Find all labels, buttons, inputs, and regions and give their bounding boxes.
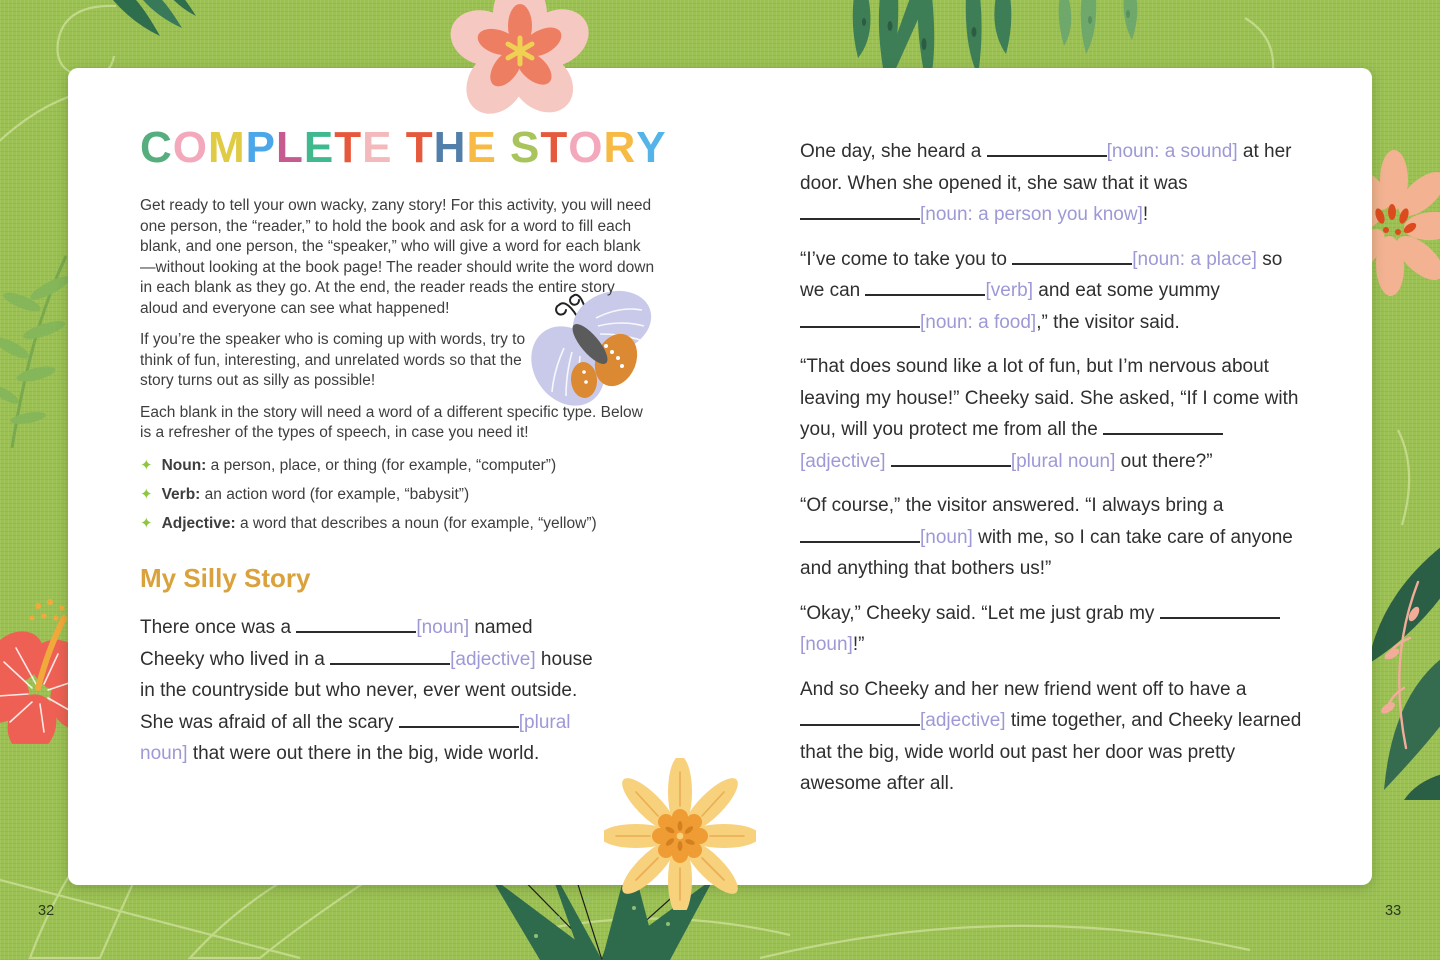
title-letter: E [303,123,335,172]
right-page-column [800,136,1308,813]
story-left [140,612,602,770]
word-type-hint: [verb] [985,280,1034,301]
title-letter: C [140,123,173,172]
fill-in-blank[interactable] [800,311,920,328]
sparkle-bullet-icon: ✦ [140,485,153,503]
left-page-column [140,123,667,783]
word-type-desc: a person, place, or thing (for example, “computer”) [206,456,557,474]
title-letter: O [568,123,604,172]
title-letter: L [276,123,304,172]
page-number-left: 32 [38,903,55,919]
word-type-term: Noun: [161,456,207,474]
word-type-desc: an action word (for example, “babysit”) [200,485,470,503]
word-type-hint: [adjective] [800,450,886,472]
title-letter: T [334,123,363,172]
fill-in-blank[interactable] [865,279,985,296]
word-type-hint: [noun: a place] [1132,248,1257,270]
title-letter: S [510,123,541,172]
word-type-item [140,456,656,476]
sparkle-bullet-icon: ✦ [140,514,153,532]
title-letter: Y [636,123,667,172]
word-type-term: Verb: [161,485,201,503]
word-type-hint: [plural noun] [1010,450,1116,472]
tropical-leaves-icon [100,0,200,46]
title-letter: H [433,123,467,172]
fill-in-blank[interactable] [800,203,920,220]
fill-in-blank[interactable] [891,450,1011,467]
page-title [140,123,667,172]
story-right [800,136,1308,800]
fern-leaf-icon [0,252,76,452]
fill-in-blank[interactable] [1012,248,1132,265]
story-heading: My Silly Story [140,562,311,593]
title-letter [393,124,406,172]
fill-in-blank[interactable] [1103,418,1223,435]
fill-in-blank[interactable] [800,526,920,543]
word-type-hint: [noun: a sound] [1106,141,1238,162]
title-letter: M [208,123,246,172]
word-type-term: Adjective: [161,514,236,532]
title-letter: T [405,123,434,172]
word-type-item [140,485,656,505]
title-letter: R [603,123,637,172]
story-paragraph: “That does sound like a lot of fun, but I’m nervous about leaving my house!” Cheeky said. She asked, “If I come with you, will you protect me from all the [adjective] [plural noun] out there?” [800,356,1299,472]
word-type-hint: [adjective] [920,710,1006,731]
intro-section [140,196,656,444]
intro-paragraph-3: Each blank in the story will need a word of a different specific type. Below is a refresher of the types of speech, in case you need it! [140,403,643,442]
sparkle-bullet-icon: ✦ [140,456,153,474]
title-letter: P [245,123,277,172]
pink-flower-icon [446,0,594,118]
story-paragraph: “Of course,” the visitor answered. “I always bring a [noun] with me, so I can take care of anyone and anything that bothers us!” [800,495,1293,579]
word-type-hint: [noun: a person you know] [920,204,1143,225]
title-letter: E [466,123,497,172]
fill-in-blank[interactable] [800,709,920,726]
word-type-hint: [adjective] [450,648,536,670]
word-type-hint: [noun] [920,526,973,548]
intro-paragraph-2: If you’re the speaker who is coming up with words, try to think of fun, interesting, and unrelated words so that the story turns out as silly as possible! [140,331,526,390]
title-letter: E [362,123,393,172]
fill-in-blank[interactable] [330,648,450,665]
page-number-right: 33 [1385,903,1402,919]
fill-in-blank[interactable] [296,616,416,633]
word-type-desc: a word that describes a noun (for example, “yellow”) [235,514,597,532]
title-letter [497,124,510,172]
word-type-hint: [noun] [416,617,470,639]
fill-in-blank[interactable] [987,140,1107,157]
story-paragraph: There once was a [noun] named Cheeky who lived in a [adjective] house in the countryside but who never, ever went outside. She was afraid of all the scary [plural noun] that were out there in the big, wide world. [140,617,593,765]
word-type-item [140,514,656,534]
story-paragraph: And so Cheeky and her new friend went off to have a [adjective] time together, and Cheeky learned that the big, wide world out past her door was pretty awesome after all. [800,678,1302,794]
word-type-list [140,456,656,534]
fill-in-blank[interactable] [399,711,519,728]
word-type-hint: [plural noun] [140,711,571,765]
title-letter: T [540,123,569,172]
story-paragraph: “I’ve come to take you to [noun: a place] so we can [verb] and eat some yummy [noun: a food],” the visitor said. [800,248,1283,333]
word-type-hint: [noun: a food] [920,311,1037,333]
intro-paragraph-1: Get ready to tell your own wacky, zany story! For this activity, you will need one person, the “reader,” to hold the book and ask for a word to fill each blank, and one person, the “speaker,” who will give a word for each blank—without looking at the book page! The reader should write the word down in each blank as they go. At the end, the reader reads the entire story aloud and everyone can see what happened! [140,197,655,317]
story-paragraph: One day, she heard a [noun: a sound] at her door. When she opened it, she saw that it was [noun: a person you know]! [800,141,1292,225]
word-type-hint: [noun] [800,634,853,655]
story-paragraph: “Okay,” Cheeky said. “Let me just grab my [noun]!” [800,598,1308,661]
fill-in-blank[interactable] [1160,602,1280,619]
title-letter: O [172,123,209,172]
